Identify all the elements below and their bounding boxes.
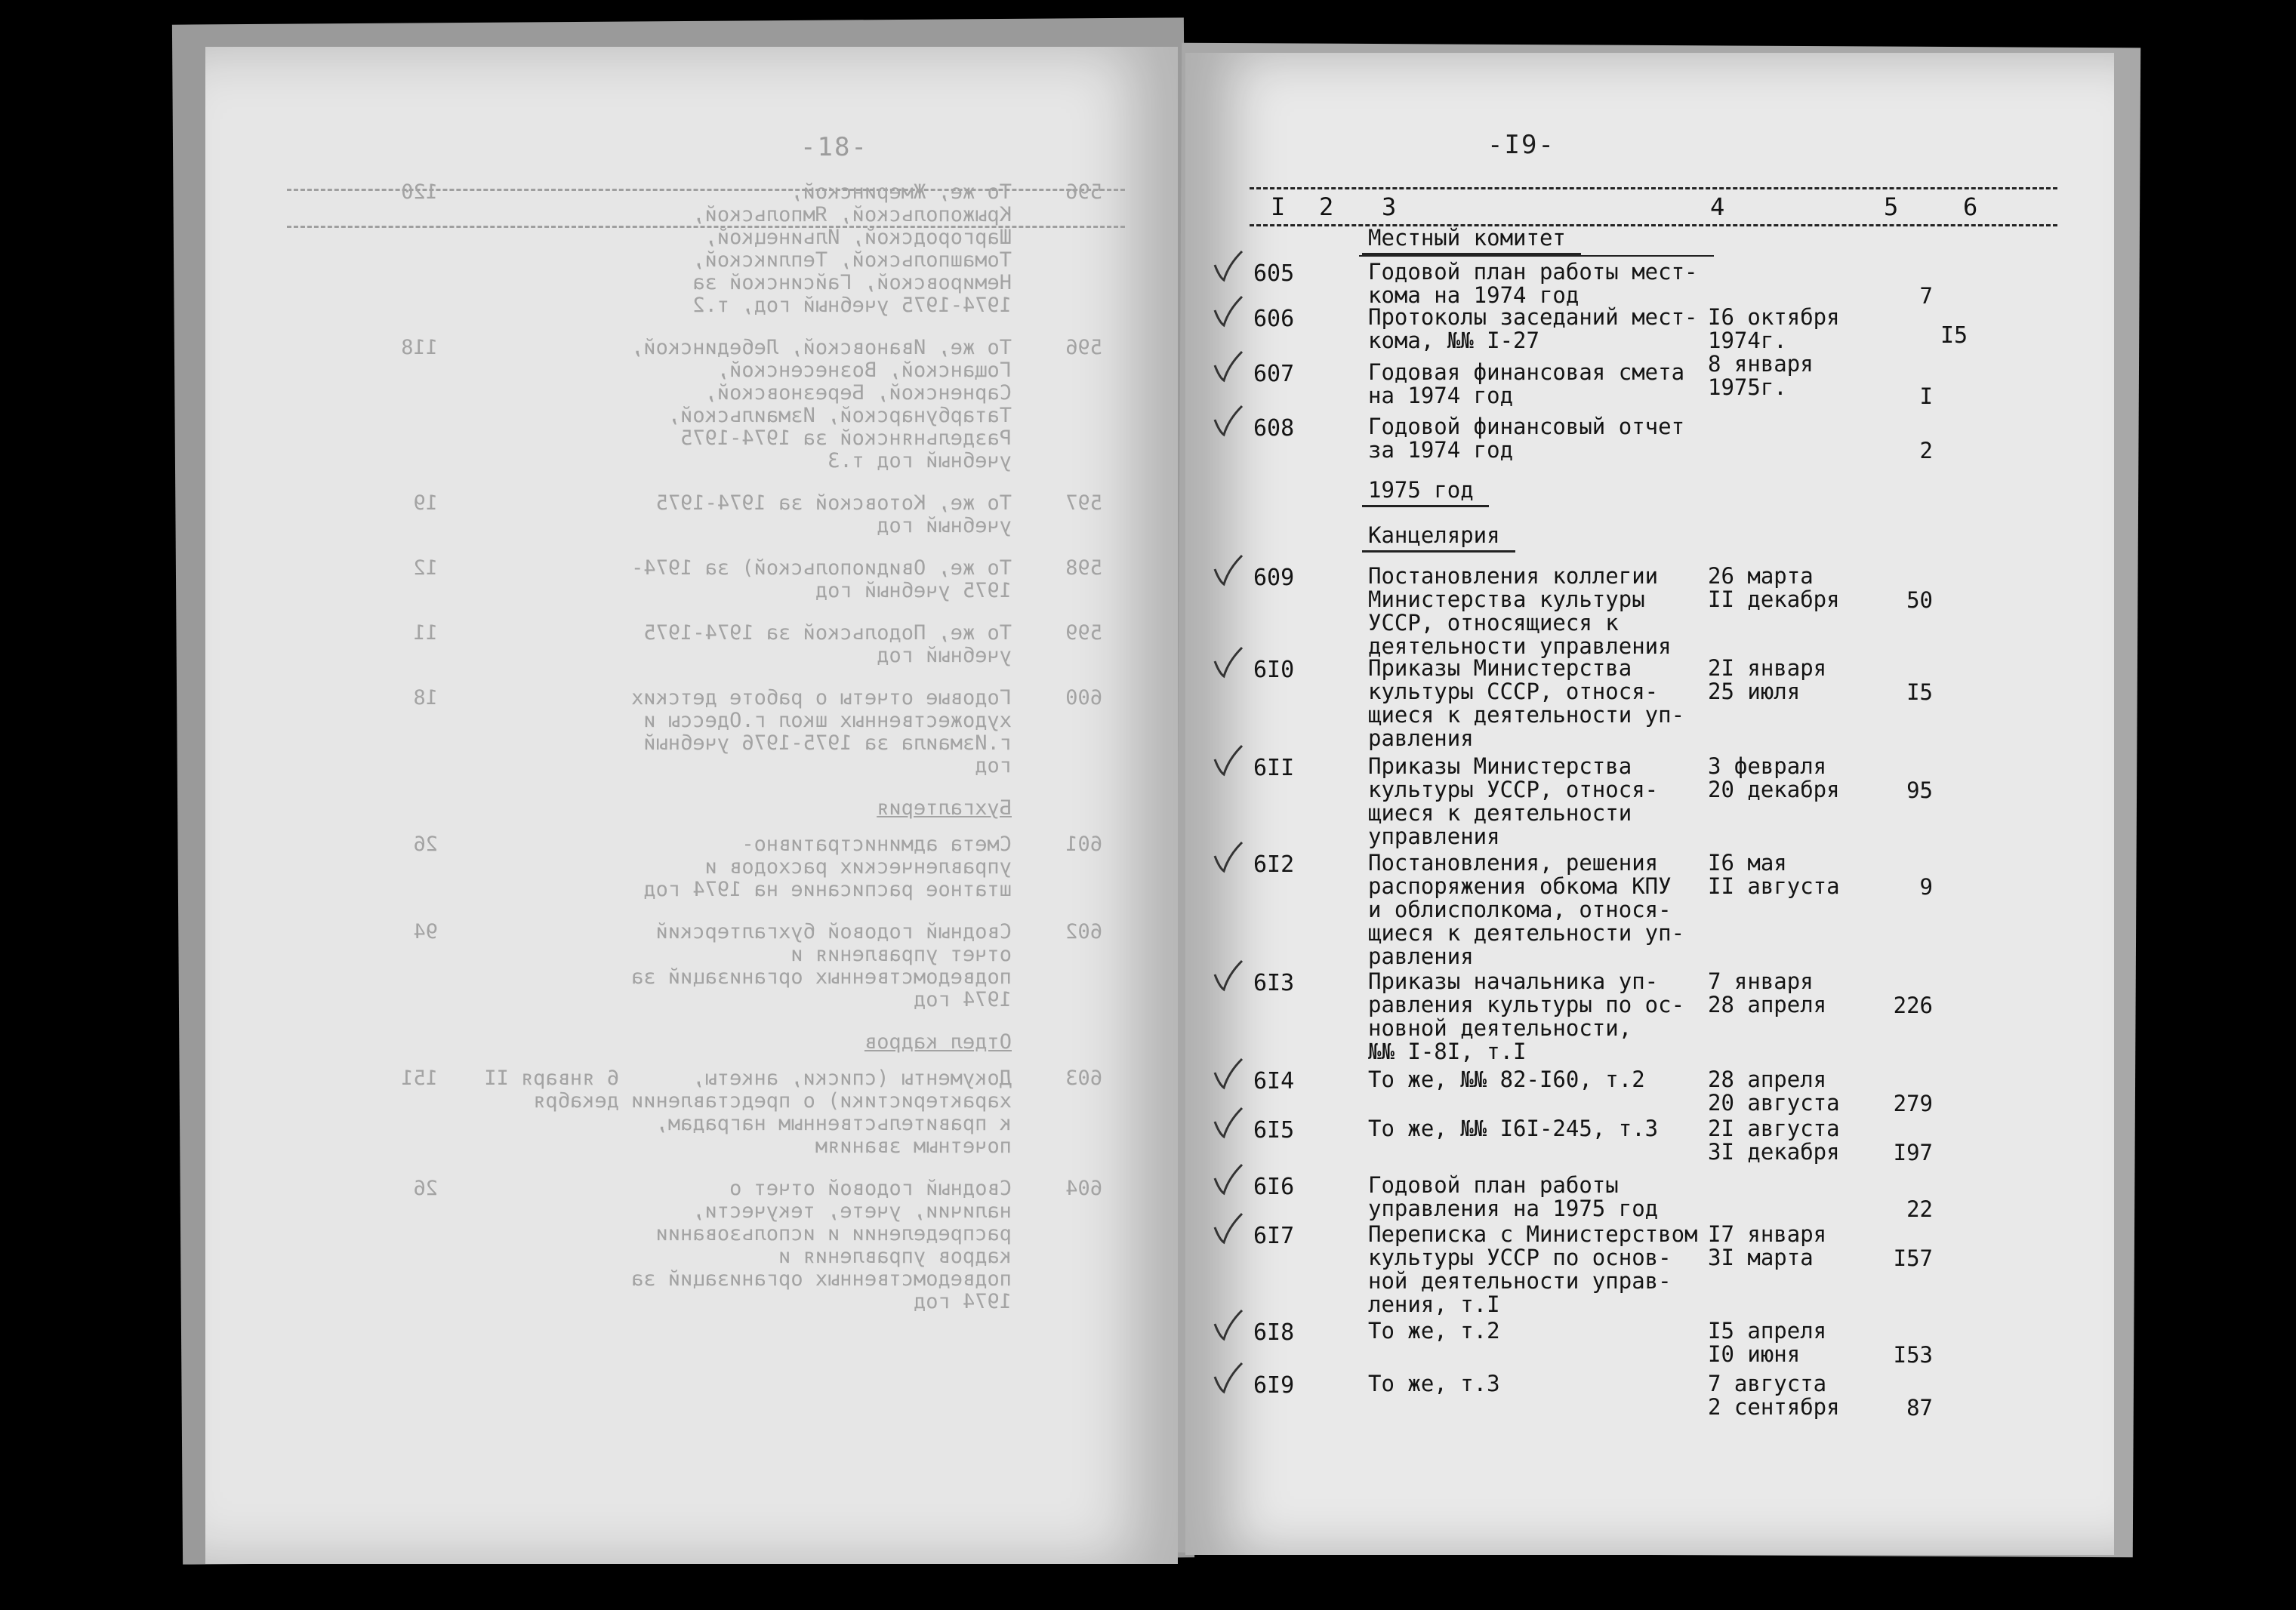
ghost-title: Документы (списки, анкеты, характеристики) о представлении к правительственным наградам, почетным званиям — [631, 1067, 1012, 1158]
checkmark-icon — [1212, 1362, 1245, 1395]
ghost-row — [287, 921, 1102, 1011]
row-count: I53 — [1893, 1342, 1933, 1368]
left-page-bleedthrough-text — [287, 181, 1102, 1333]
row-count: 9 — [1919, 874, 1933, 900]
ghost-row — [287, 833, 1102, 901]
ghost-title: Годовые отчеты о работе детских художественных школ г.Одессы и г.Измаила за 1975-1976 учебный год — [631, 686, 1012, 777]
ghost-num: 601 — [1065, 833, 1102, 856]
row-title: Переписка с Министерством культуры УССР по основ- ной деятельности управ- ления, т.I — [1368, 1221, 1698, 1317]
ghost-count: 11 — [413, 621, 438, 645]
ghost-count: 120 — [401, 180, 438, 204]
checkmark-icon — [1212, 405, 1245, 438]
checkmark-icon — [1212, 1107, 1245, 1140]
checkmark-icon — [1212, 841, 1245, 874]
row-title: Приказы Министерства культуры УССР, относя- щиеся к деятельности управления — [1368, 753, 1659, 849]
ghost-num: 604 — [1065, 1177, 1102, 1200]
ghost-count: 19 — [413, 491, 438, 515]
checkmark-icon — [1212, 744, 1245, 777]
row-title: То же, т.3 — [1368, 1371, 1500, 1396]
ghost-num: 596 — [1065, 180, 1102, 204]
row-date: 28 апреля 20 августа — [1708, 1067, 1840, 1116]
ghost-count: 18 — [413, 686, 438, 710]
row-num: 6I8 — [1253, 1319, 1295, 1346]
checkmark-icon — [1212, 1057, 1245, 1091]
row-date: I5 апреля I0 июня — [1708, 1318, 1827, 1367]
ghost-count: 118 — [401, 336, 438, 359]
row-count: 7 — [1919, 283, 1933, 309]
checkmark-icon — [1212, 1309, 1245, 1342]
row-num: 6I5 — [1253, 1117, 1295, 1144]
row-date: 2I августа 3I декабря — [1708, 1116, 1840, 1165]
header-col-5: 5 — [1884, 192, 1899, 221]
row-date: I6 мая II августа — [1708, 850, 1840, 899]
ghost-title: То же, Ивановской, Лебединской, Гощанской, Вознесенской, Сарненской, Березновской, Татарбунарской, Измаильской, Раздельнянской за 1974-1975 учебный год т.3 — [631, 336, 1012, 473]
ghost-count: 151 — [401, 1067, 438, 1090]
row-num: 6I0 — [1253, 657, 1295, 683]
checkmark-icon — [1212, 554, 1245, 587]
row-num: 6I9 — [1253, 1372, 1295, 1399]
ghost-section-personnel: Отдел кадров — [864, 1030, 1012, 1054]
left-page-number: -18- — [800, 132, 868, 162]
ghost-row — [287, 492, 1102, 537]
ghost-count: 12 — [413, 556, 438, 580]
row-num: 607 — [1253, 361, 1295, 387]
ghost-num: 599 — [1065, 621, 1102, 645]
ghost-date — [438, 833, 619, 901]
ghost-date — [438, 1177, 619, 1313]
year-heading: 1975 год — [1368, 477, 1474, 503]
row-date: I7 января 3I марта — [1708, 1221, 1827, 1270]
ghost-date — [438, 921, 619, 1011]
row-num: 608 — [1253, 415, 1295, 442]
ghost-num: 602 — [1065, 920, 1102, 944]
row-num: 6II — [1253, 755, 1295, 781]
row-num: 6I7 — [1253, 1223, 1295, 1249]
ghost-date — [438, 181, 619, 317]
row-title: Приказы начальника уп- равления культуры по ос- новной деятельности, №№ I-8I, т.I — [1368, 968, 1685, 1064]
ghost-num: 603 — [1065, 1067, 1102, 1090]
ghost-title: То же, Жмеринской, Крыжопольской, Ямпольской, Шаргородской, Ильинецкой, Томашпольской, Тепликской, Немировской, Гайсинской за 1974-1975 учебный год, т.2 — [692, 180, 1012, 317]
table-header — [1250, 187, 2057, 226]
ghost-num: 600 — [1065, 686, 1102, 710]
header-col-6: 6 — [1963, 192, 1978, 221]
row-count: 22 — [1906, 1196, 1933, 1222]
checkmark-icon — [1212, 250, 1245, 283]
row-num: 6I6 — [1253, 1174, 1295, 1200]
ghost-row — [287, 1177, 1102, 1313]
section-rule — [1359, 255, 1714, 257]
row-count: 2 — [1919, 438, 1933, 463]
row-num: 6I4 — [1253, 1068, 1295, 1094]
row-date: 7 января 28 апреля — [1708, 968, 1827, 1017]
ghost-num: 597 — [1065, 491, 1102, 515]
row-count: 95 — [1906, 777, 1933, 803]
row-num: 6I3 — [1253, 970, 1295, 996]
ghost-num: 596 — [1065, 336, 1102, 359]
row-count: I57 — [1893, 1245, 1933, 1271]
ghost-title: Сводный годовой бухгалтерский отчет управления и подведомственных организаций за 1974 год — [631, 920, 1012, 1011]
right-page-number: -I9- — [1487, 130, 1555, 160]
row-date: 3 февраля 20 декабря — [1708, 753, 1840, 802]
checkmark-icon — [1212, 1212, 1245, 1245]
ghost-row — [287, 181, 1102, 317]
ghost-title: То же, Овидиопольской) за 1974-1975 учебный год — [631, 556, 1012, 602]
row-title: Постановления, решения распоряжения обкома КПУ и облисполкома, относя- щиеся к деятельности уп- равления — [1368, 850, 1685, 969]
ghost-row — [287, 1067, 1102, 1158]
row-title: Годовая финансовая смета на 1974 год — [1368, 359, 1685, 408]
section-office: Канцелярия — [1368, 522, 1500, 548]
ghost-row — [287, 557, 1102, 602]
row-title: Годовой план работы мест- кома на 1974 год — [1368, 259, 1698, 308]
ghost-count: 94 — [413, 920, 438, 944]
ghost-section-accounting: Бухгалтерия — [877, 796, 1012, 820]
row-count: 226 — [1893, 993, 1933, 1018]
row-num: 609 — [1253, 565, 1295, 591]
ghost-date: 6 января II декабря — [484, 1067, 619, 1113]
checkmark-icon — [1212, 295, 1245, 328]
ghost-date — [438, 492, 619, 537]
row-count: I5 — [1906, 679, 1933, 705]
checkmark-icon — [1212, 1163, 1245, 1196]
ghost-date — [438, 337, 619, 473]
row-title: Годовой план работы управления на 1975 год — [1368, 1172, 1659, 1221]
checkmark-icon — [1212, 350, 1245, 383]
ghost-num: 598 — [1065, 556, 1102, 580]
row-num: 605 — [1253, 260, 1295, 287]
ghost-title: То же, Подольской за 1974-1975 учебный год — [643, 621, 1012, 667]
checkmark-icon — [1212, 959, 1245, 993]
row-title: Годовой финансовый отчет за 1974 год — [1368, 414, 1685, 463]
row-count: 87 — [1906, 1395, 1933, 1421]
row-count: I97 — [1893, 1140, 1933, 1165]
ghost-title: Смета административно-управленческих расходов и штатное расписание на 1974 год — [643, 833, 1012, 901]
ghost-count: 26 — [413, 833, 438, 856]
row-date: I6 октября 1974г. 8 января 1975г. — [1708, 304, 1840, 400]
row-title: Протоколы заседаний мест- кома, №№ I-27 — [1368, 304, 1698, 353]
row-date: 26 марта II декабря — [1708, 563, 1840, 612]
row-num: 606 — [1253, 306, 1295, 332]
ghost-date — [438, 557, 619, 602]
header-col-3: 3 — [1382, 192, 1397, 221]
row-extra: I5 — [1940, 322, 1968, 349]
ghost-date — [438, 687, 619, 777]
row-title: То же, №№ I6I-245, т.3 — [1368, 1116, 1659, 1141]
ghost-title: То же, Котовской за 1974-1975 учебный год — [655, 491, 1012, 537]
ghost-row — [287, 622, 1102, 667]
row-date: 7 августа 2 сентября — [1708, 1371, 1840, 1420]
ghost-count: 26 — [413, 1177, 438, 1200]
row-count: 50 — [1906, 587, 1933, 613]
row-count: 279 — [1893, 1091, 1933, 1116]
row-title: Приказы Министерства культуры СССР, относя- щиеся к деятельности уп- равления — [1368, 655, 1685, 751]
ghost-row — [287, 687, 1102, 777]
section-local-committee: Местный комитет — [1368, 225, 1566, 251]
row-title: То же, т.2 — [1368, 1318, 1500, 1344]
ghost-title: Сводный годовой отчет о наличии, учете, текучести, распределении и использовании кадров управления и подведомственных организаций за 1974 год — [631, 1177, 1012, 1313]
header-col-1: I — [1271, 192, 1286, 221]
ghost-date — [438, 622, 619, 667]
ghost-row — [287, 337, 1102, 473]
header-col-4: 4 — [1710, 192, 1725, 221]
row-date: 2I января 25 июля — [1708, 655, 1827, 704]
row-num: 6I2 — [1253, 851, 1295, 878]
checkmark-icon — [1212, 646, 1245, 679]
row-count: I — [1919, 383, 1933, 409]
header-col-2: 2 — [1319, 192, 1334, 221]
row-title: Постановления коллегии Министерства культуры УССР, относящиеся к деятельности управления — [1368, 563, 1672, 659]
row-title: То же, №№ 82-I60, т.2 — [1368, 1067, 1645, 1092]
